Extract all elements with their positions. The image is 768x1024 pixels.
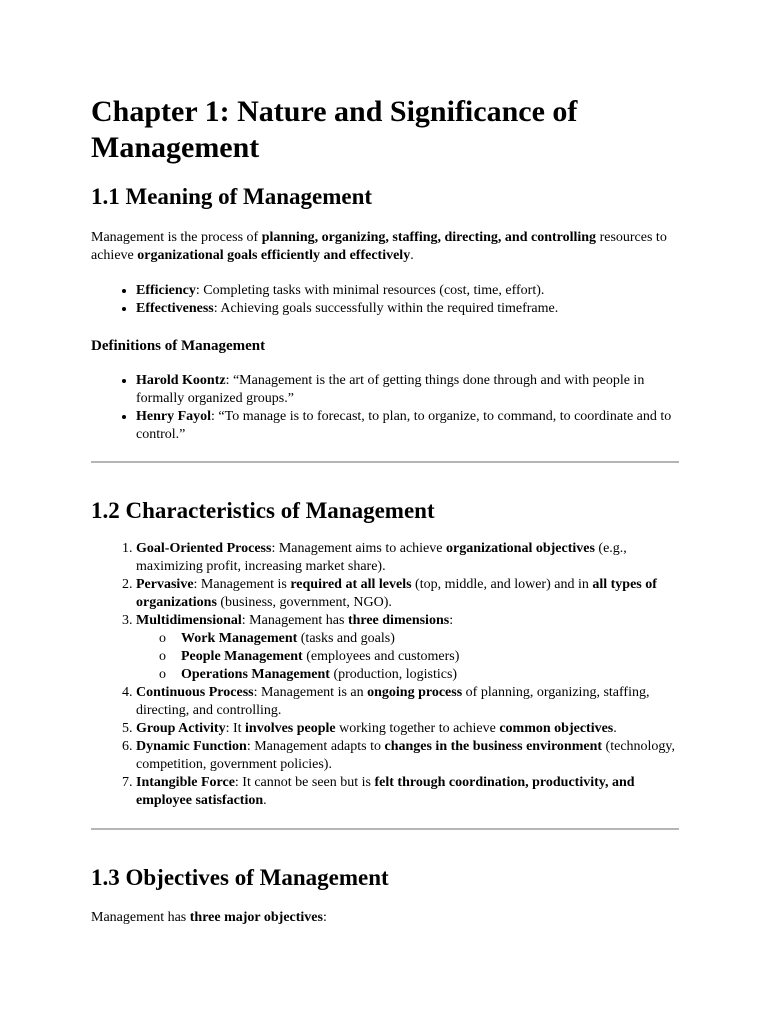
definition-fayol: • Henry Fayol: “To manage is to forecast, to plan, to organize, to command, to coordinate and to control.”: [136, 408, 681, 444]
chapter-title: Chapter 1: Nature and Significance of Management: [91, 95, 578, 164]
objectives-paragraph: Management has three major objectives:: [91, 910, 327, 925]
characteristic-multidimensional: 3. Multidimensional: Management has three dimensions: o Work Management (tasks and goals) o People Management (employees and customers) o Operations Management (production, logistics): [136, 612, 681, 684]
definitions-list: [91, 372, 681, 444]
characteristic-group-activity: 5. Group Activity: It involves people working together to achieve common objectives.: [136, 720, 681, 738]
meaning-paragraph: Management is the process of planning, organizing, staffing, directing, and controlling resources to achieve organizational goals efficiently and effectively.: [91, 230, 667, 263]
section-1-2-heading: 1.2 Characteristics of Management: [91, 498, 435, 523]
sub-bullet-marker: o: [159, 667, 166, 682]
section-divider: [91, 461, 679, 463]
definitions-heading: Definitions of Management: [91, 338, 266, 354]
characteristic-continuous: 4. Continuous Process: Management is an ongoing process of planning, organizing, staffing, directing, and controlling.: [136, 684, 681, 720]
sub-bullet-marker: o: [159, 649, 166, 664]
list-item-effectiveness: • Effectiveness: Achieving goals successfully within the required timeframe.: [136, 300, 681, 318]
section-divider: [91, 828, 679, 830]
meaning-bullet-list: [91, 282, 681, 318]
characteristic-goal-oriented: 1. Goal-Oriented Process: Management aims to achieve organizational objectives (e.g., maximizing profit, increasing market share).: [136, 540, 681, 576]
dimensions-sublist: [136, 630, 681, 684]
section-1-3-heading: 1.3 Objectives of Management: [91, 865, 389, 890]
characteristics-list: [91, 540, 681, 810]
section-1-1-heading: 1.1 Meaning of Management: [91, 184, 373, 209]
characteristic-dynamic: 6. Dynamic Function: Management adapts to changes in the business environment (technology, competition, government policies).: [136, 738, 681, 774]
definition-koontz: • Harold Koontz: “Management is the art of getting things done through and with people in formally organized groups.”: [136, 372, 681, 408]
characteristic-intangible: 7. Intangible Force: It cannot be seen but is felt through coordination, productivity, and employee satisfaction.: [136, 774, 681, 810]
document-page: [91, 0, 681, 927]
dimension-operations: o Operations Management (production, logistics): [159, 667, 458, 682]
dimension-people: o People Management (employees and customers): [159, 649, 460, 664]
characteristic-pervasive: 2. Pervasive: Management is required at all levels (top, middle, and lower) and in all types of organizations (business, government, NGO).: [136, 576, 681, 612]
sub-bullet-marker: o: [159, 631, 166, 646]
dimension-work: o Work Management (tasks and goals): [159, 631, 395, 646]
list-item-efficiency: • Efficiency: Completing tasks with minimal resources (cost, time, effort).: [136, 282, 681, 300]
